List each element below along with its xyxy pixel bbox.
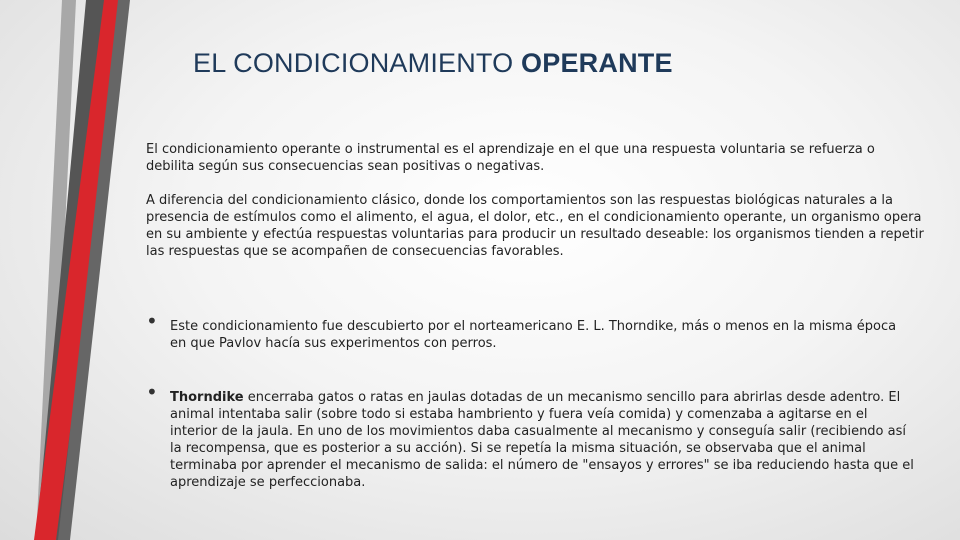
slide-title	[193, 48, 673, 79]
bullet-body: Este condicionamiento fue descubierto por el norteamericano E. L. Thorndike, más o menos en la misma época en que Pavlov hacía sus experimentos con perros.	[170, 319, 897, 351]
bullet-text	[170, 318, 916, 352]
decorative-stripes	[0, 0, 140, 540]
bullet-body: encerraba gatos o ratas en jaulas dotadas de un mecanismo sencillo para abrirlas desde adentro. El animal intentaba salir (sobre todo si estaba hambriento y fuera veía comida) y comenzaba a agitarse en el interior de la jaula. En uno de los movimientos daba casualmente al mecanismo y conseguía salir (recibiendo así la recompensa, que es posterior a su acción). Si se repetía la misma situación, se observaba que el animal terminaba por aprender el mecanismo de salida: el número de "ensayos y errores" se iba reduciendo hasta que el aprendizaje se perfeccionaba.	[170, 390, 914, 490]
bullet-icon: •	[146, 380, 158, 404]
paragraph-definition: El condicionamiento operante o instrumental es el aprendizaje en el que una respuesta voluntaria se refuerza o debilita según sus consecuencias sean positivas o negativas.	[146, 142, 875, 174]
title-bold: OPERANTE	[521, 48, 673, 78]
title-regular: EL CONDICIONAMIENTO	[193, 48, 522, 78]
bullet-bold: Thorndike	[170, 390, 244, 405]
bullet-icon: •	[146, 309, 158, 333]
bullet-text	[170, 389, 916, 491]
paragraph-comparison: A diferencia del condicionamiento clásico, donde los comportamientos son las respuestas biológicas naturales a la presencia de estímulos como el alimento, el agua, el dolor, etc., en el condicionamiento operante, un organismo opera en su ambiente y efectúa respuestas voluntarias para producir un resultado deseable: los organismos tienden a repetir las respuestas que se acompañen de consecuencias favorables.	[146, 193, 924, 259]
